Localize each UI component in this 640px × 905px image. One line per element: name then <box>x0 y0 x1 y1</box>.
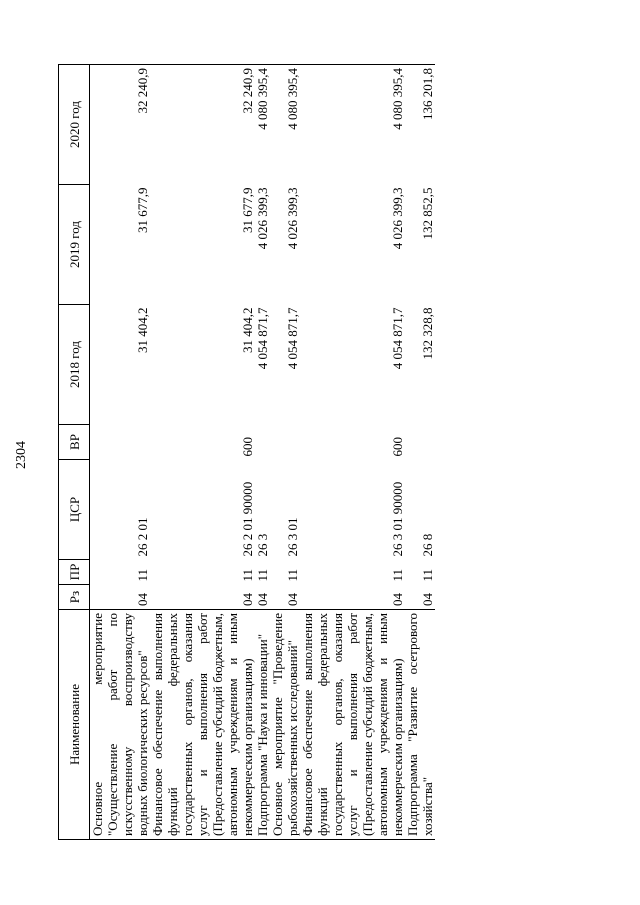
col-header-pr: ПР <box>59 560 90 585</box>
col-header-2019: 2019 год <box>59 185 90 305</box>
row-pr: 11 <box>285 568 300 582</box>
row-2018: 132 328,8 <box>420 307 435 360</box>
table-row <box>270 65 300 840</box>
row-pr: 11 <box>255 568 270 582</box>
row-2019: 31 677,9 <box>240 187 255 233</box>
row-rz: 04 <box>255 585 270 610</box>
col-header-2020: 2020 год <box>59 65 90 185</box>
row-rz: 04 <box>90 585 151 610</box>
row-vr: 600 <box>240 437 255 457</box>
row-pr: 11 <box>240 568 255 582</box>
row-2019: 4 026 399,3 <box>285 187 300 250</box>
row-rz: 04 <box>270 585 300 610</box>
table-row <box>90 65 151 840</box>
row-csr: 26 2 01 <box>135 517 150 557</box>
row-csr: 26 3 <box>255 533 270 557</box>
row-2020: 4 080 395,4 <box>255 65 270 185</box>
row-2018: 31 404,2 <box>240 307 255 353</box>
row-vr: 600 <box>390 437 405 457</box>
row-2018: 4 054 871,7 <box>255 307 270 370</box>
row-2019: 4 026 399,3 <box>255 187 270 250</box>
row-name: Подпрограмма "Наука и инновации" <box>255 610 270 840</box>
row-name: Подпрограмма "Развитие осетрового хозяйства" <box>405 610 435 840</box>
page-number: 2304 <box>14 441 29 469</box>
row-vr <box>270 425 300 460</box>
col-header-csr: ЦСР <box>59 460 90 560</box>
table-row <box>255 65 270 840</box>
row-2020: 4 080 395,4 <box>300 65 405 185</box>
col-header-name: Наименование <box>59 610 90 840</box>
row-name: Финансовое обеспечение выполнения функций федеральных государственных органов, оказания услуг и выполнения работ (Предоставление субсидий бюджетным, автономным учреждениям и иным некоммерческим организациям) <box>150 610 255 840</box>
table-row <box>405 65 435 840</box>
table-row <box>150 65 255 840</box>
table-row <box>300 65 405 840</box>
row-2019: 31 677,9 <box>135 187 150 233</box>
row-csr: 26 2 01 90000 <box>240 481 255 557</box>
budget-table <box>58 64 435 840</box>
row-2019: 4 026 399,3 <box>390 187 405 250</box>
row-vr <box>90 425 151 460</box>
row-2020: 32 240,9 <box>150 65 255 185</box>
budget-table-rotated <box>58 65 598 840</box>
row-pr: 11 <box>420 568 435 582</box>
row-2018: 4 054 871,7 <box>285 307 300 370</box>
col-header-2018: 2018 год <box>59 305 90 425</box>
row-2018: 31 404,2 <box>135 307 150 353</box>
row-csr: 26 8 <box>420 533 435 557</box>
row-2020: 136 201,8 <box>405 65 435 185</box>
row-2020: 4 080 395,4 <box>270 65 300 185</box>
row-rz: 04 <box>300 585 405 610</box>
row-2020: 32 240,9 <box>90 65 151 185</box>
col-header-rz: Рз <box>59 585 90 610</box>
table-header-row <box>59 65 90 840</box>
row-vr <box>405 425 435 460</box>
row-2018: 4 054 871,7 <box>390 307 405 370</box>
row-vr <box>255 425 270 460</box>
col-header-vr: ВР <box>59 425 90 460</box>
row-pr: 11 <box>135 568 150 582</box>
row-pr: 11 <box>390 568 405 582</box>
row-csr: 26 3 01 <box>285 517 300 557</box>
row-2019: 132 852,5 <box>420 187 435 240</box>
row-name: Основное мероприятие "Проведение рыбохозяйственных исследований" <box>270 610 300 840</box>
row-csr: 26 3 01 90000 <box>390 481 405 557</box>
row-name: Финансовое обеспечение выполнения функций федеральных государственных органов, оказания услуг и выполнения работ (Предоставление субсидий бюджетным, автономным учреждениям и иным некоммерческим организациям) <box>300 610 405 840</box>
row-name: Основное мероприятие "Осуществление работ по искусственному воспроизводству водных биологических ресурсов" <box>90 610 151 840</box>
row-rz: 04 <box>405 585 435 610</box>
row-rz: 04 <box>150 585 255 610</box>
